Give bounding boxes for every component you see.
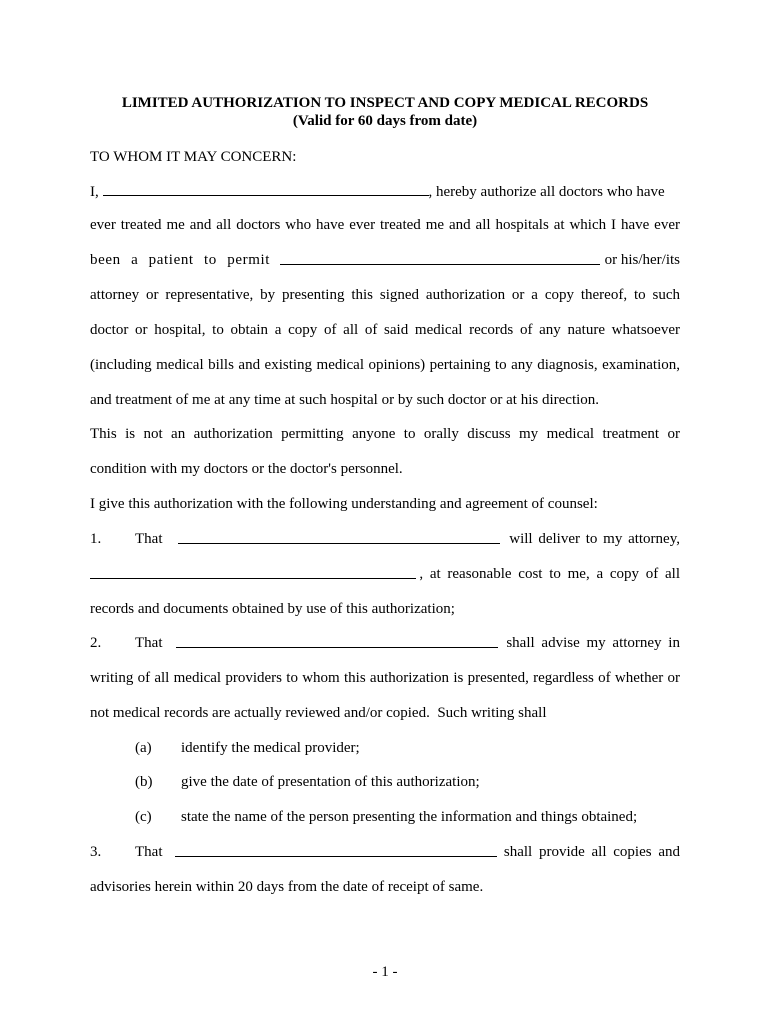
item2-line2	[90, 669, 680, 687]
permit-party-blank[interactable]	[280, 251, 600, 265]
para1-line5	[90, 321, 680, 339]
item2-line1-rest: shall advise my attorney in	[506, 635, 680, 651]
item2-number: 2.	[90, 635, 102, 651]
subitem-b-label: (b)	[135, 774, 153, 790]
para2-line1-text: This is not an authorization permitting anyone to orally discuss my medical treatment or	[90, 426, 680, 442]
item3-that: That	[135, 844, 163, 860]
item2-that: That	[135, 635, 163, 651]
attorney-name-blank[interactable]	[90, 565, 416, 579]
para2-line2: condition with my doctors or the doctor's personnel.	[90, 461, 403, 477]
item1-that: That	[135, 531, 163, 547]
para2-line1	[90, 425, 680, 443]
para1-line3-b: or his/her/its	[604, 252, 680, 268]
page-number: - 1 -	[372, 964, 398, 980]
item1-line1	[135, 530, 680, 548]
para1-line7: and treatment of me at any time at such hospital or by such doctor or at his direction.	[90, 392, 600, 408]
item3-number: 3.	[90, 844, 102, 860]
item1-line2-rest: , at reasonable cost to me, a copy of all	[419, 566, 680, 582]
item1-line1-rest: will deliver to my attorney,	[509, 531, 680, 547]
item3-party-blank[interactable]	[175, 843, 497, 857]
subitem-c-label: (c)	[135, 809, 152, 825]
item2-line3: not medical records are actually reviewed and/or copied. Such writing shall	[90, 705, 547, 721]
item1-line3: records and documents obtained by use of this authorization;	[90, 601, 455, 617]
subitem-a-label: (a)	[135, 740, 152, 756]
item2-party-blank[interactable]	[176, 634, 498, 648]
subitem-a-text: identify the medical provider;	[181, 740, 360, 756]
para1-line4	[90, 286, 680, 304]
item1-line2	[90, 565, 680, 583]
document-title: LIMITED AUTHORIZATION TO INSPECT AND COPY MEDICAL RECORDS	[121, 95, 649, 111]
para1-line6	[90, 356, 680, 374]
name-blank[interactable]	[103, 182, 429, 196]
salutation: TO WHOM IT MAY CONCERN:	[90, 149, 297, 165]
para1-line3	[90, 251, 680, 269]
para1-line6-text: (including medical bills and existing medical opinions) pertaining to any diagnosis, examination,	[90, 357, 680, 373]
para1-line4-text: attorney or representative, by presenting this signed authorization or a copy thereof, to such	[90, 287, 680, 303]
item3-line1	[135, 843, 680, 861]
para1-line2-text: ever treated me and all doctors who have ever treated me and all hospitals at which I have ever	[90, 217, 680, 233]
para1-line5-text: doctor or hospital, to obtain a copy of all of said medical records of any nature whatsoever	[90, 322, 680, 338]
subitem-b-text: give the date of presentation of this authorization;	[181, 774, 480, 790]
para1-line3-a: been a patient to permit	[90, 252, 271, 268]
subitem-c-text: state the name of the person presenting the information and things obtained;	[181, 809, 638, 825]
item3-line2: advisories herein within 20 days from the date of receipt of same.	[90, 879, 484, 895]
para1-line2	[90, 216, 680, 234]
para1-prefix: I,	[90, 184, 99, 200]
item2-line1	[135, 634, 680, 652]
para1-line1	[90, 182, 665, 201]
item3-line1-rest: shall provide all copies and	[503, 844, 680, 860]
item2-line2-text: writing of all medical providers to whom this authorization is presented, regardless of whether or	[90, 670, 680, 686]
item1-number: 1.	[90, 531, 102, 547]
document-subtitle: (Valid for 60 days from date)	[292, 113, 478, 129]
para3: I give this authorization with the following understanding and agreement of counsel:	[90, 496, 598, 512]
para1-line1-rest: , hereby authorize all doctors who have	[428, 184, 665, 200]
item1-party-blank[interactable]	[178, 530, 500, 544]
